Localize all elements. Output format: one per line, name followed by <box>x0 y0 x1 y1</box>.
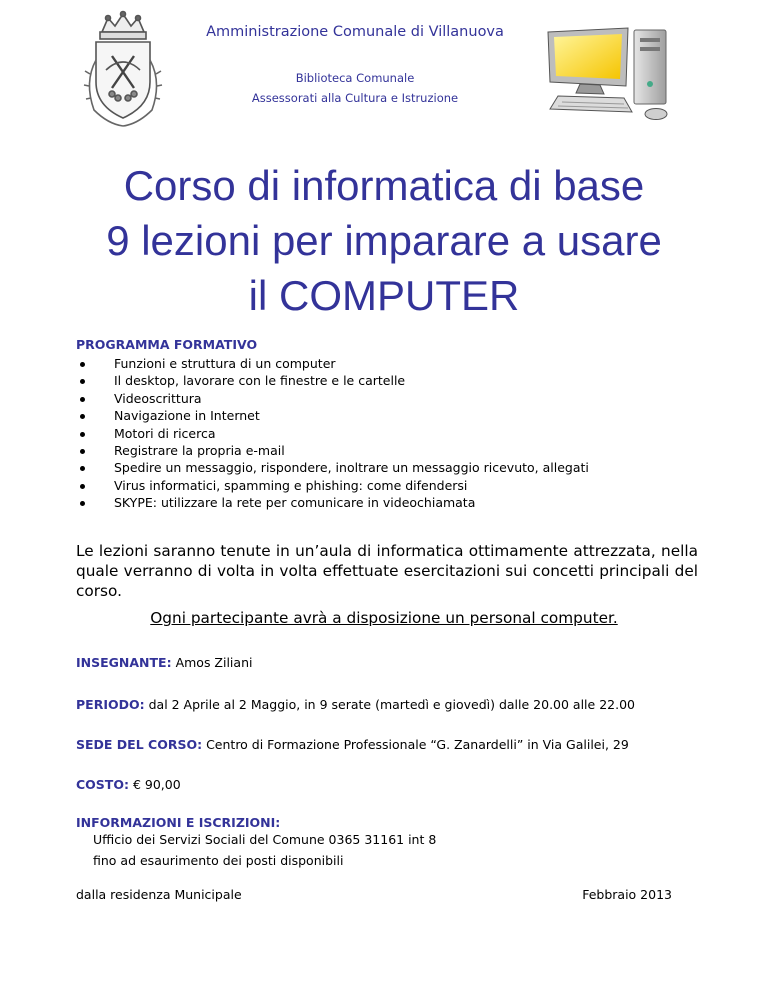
teacher-value: Amos Ziliani <box>175 655 253 670</box>
title-line-1: Corso di informatica di base <box>123 162 645 209</box>
program-item: Navigazione in Internet <box>76 407 589 424</box>
program-list <box>76 355 589 512</box>
program-item: Virus informatici, spamming e phishing: come difendersi <box>76 477 589 494</box>
assessors-name: Assessorati alla Cultura e Istruzione <box>251 91 459 105</box>
period-value: dal 2 Aprile al 2 Maggio, in 9 serate (martedì e giovedì) dalle 20.00 alle 22.00 <box>148 697 635 712</box>
course-description: Le lezioni saranno tenute in un’aula di informatica ottimamente attrezzata, nella quale verranno di volta in volta effettuate esercitazioni sui concetti principali del corso. <box>76 542 698 600</box>
course-title <box>0 158 768 323</box>
info-line-office: Ufficio dei Servizi Sociali del Comune 0365 31161 int 8 <box>93 832 437 847</box>
computer-note: Ogni partecipante avrà a disposizione un personal computer. <box>150 609 618 627</box>
venue-row <box>76 737 629 752</box>
cost-row <box>76 777 181 792</box>
info-row <box>76 815 280 830</box>
title-line-2: 9 lezioni per imparare a usare <box>106 217 662 264</box>
period-row <box>76 697 635 712</box>
teacher-row <box>76 655 252 670</box>
program-item: Videoscrittura <box>76 390 589 407</box>
desktop-computer-icon <box>540 24 690 124</box>
cost-label: COSTO: <box>76 777 129 792</box>
program-item: Registrare la propria e-mail <box>76 442 589 459</box>
program-item: Il desktop, lavorare con le finestre e le cartelle <box>76 372 589 389</box>
footer-date: Febbraio 2013 <box>582 887 672 902</box>
period-label: PERIODO: <box>76 697 145 712</box>
program-item: Spedire un messaggio, rispondere, inoltrare un messaggio ricevuto, allegati <box>76 459 589 476</box>
info-line-availability: fino ad esaurimento dei posti disponibili <box>93 853 344 868</box>
program-item: Motori di ricerca <box>76 425 589 442</box>
footer-origin: dalla residenza Municipale <box>76 887 242 902</box>
library-name: Biblioteca Comunale <box>295 71 415 85</box>
info-label: INFORMAZIONI E ISCRIZIONI: <box>76 815 281 830</box>
program-heading: PROGRAMMA FORMATIVO <box>76 337 258 352</box>
cost-value: € 90,00 <box>132 777 181 792</box>
title-line-3: il COMPUTER <box>248 272 520 319</box>
venue-label: SEDE DEL CORSO: <box>76 737 203 752</box>
administration-name: Amministrazione Comunale di Villanuova <box>206 24 504 40</box>
program-item: Funzioni e struttura di un computer <box>76 355 589 372</box>
venue-value: Centro di Formazione Professionale “G. Zanardelli” in Via Galilei, 29 <box>206 737 629 752</box>
program-item: SKYPE: utilizzare la rete per comunicare in videochiamata <box>76 494 589 511</box>
teacher-label: INSEGNANTE: <box>76 655 172 670</box>
